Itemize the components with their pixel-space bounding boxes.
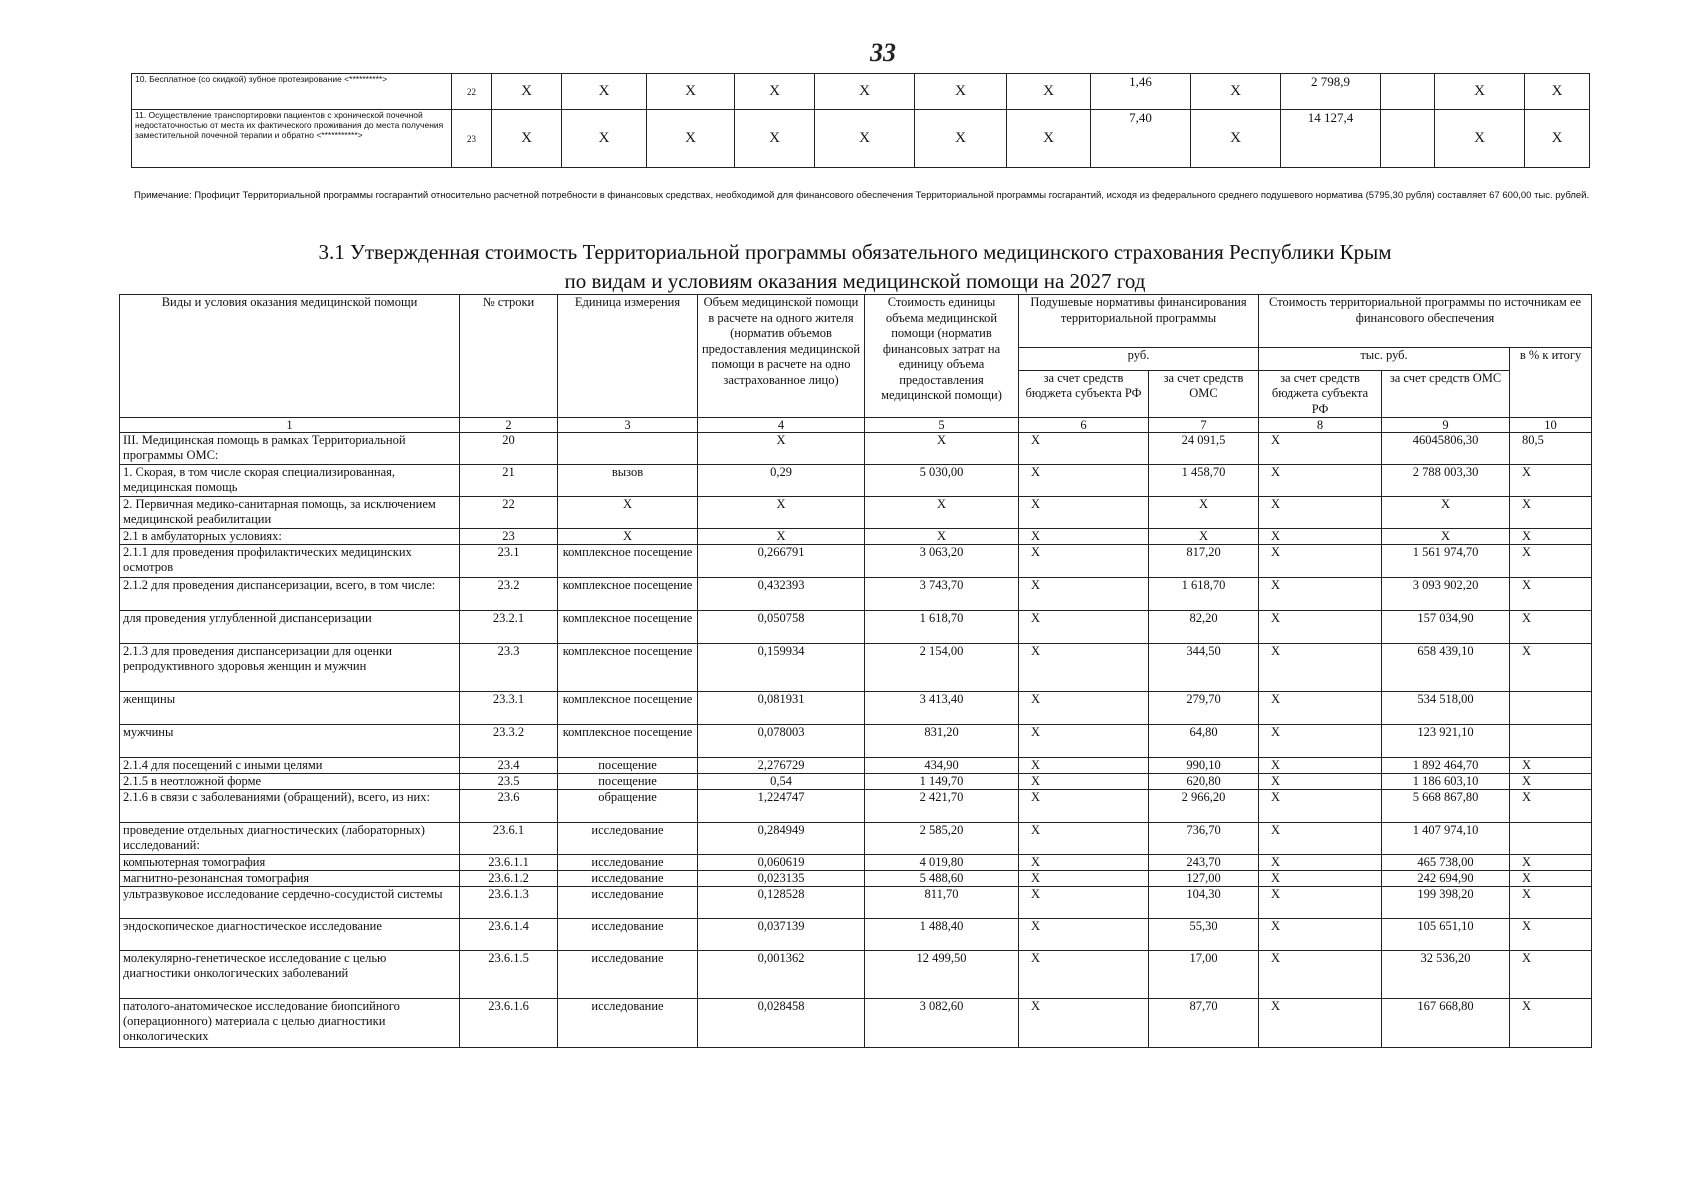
row-unit-cost: 3 063,20 <box>865 545 1019 578</box>
row-unit: исследование <box>558 871 698 887</box>
row-number: 23.6.1.2 <box>460 871 558 887</box>
row-volume: X <box>698 529 865 545</box>
row-program-budget: X <box>1259 545 1382 578</box>
top-row-cost: 14 127,4 <box>1281 110 1381 168</box>
row-volume: 0,050758 <box>698 611 865 644</box>
row-unit: исследование <box>558 887 698 919</box>
top-fragment-table <box>131 73 1590 168</box>
row-unit-cost: 831,20 <box>865 725 1019 758</box>
row-per-capita-oms: 1 458,70 <box>1149 465 1259 497</box>
row-unit: комплексное посещение <box>558 644 698 692</box>
row-unit: комплексное посещение <box>558 692 698 725</box>
row-number: 23.6.1.4 <box>460 919 558 951</box>
col-number: 8 <box>1259 418 1382 433</box>
row-name: 2.1 в амбулаторных условиях: <box>120 529 460 545</box>
row-number: 23.6.1.3 <box>460 887 558 919</box>
row-program-budget: X <box>1259 465 1382 497</box>
row-program-oms: 3 093 902,20 <box>1382 578 1510 611</box>
row-per-capita-budget: X <box>1019 774 1149 790</box>
row-name: 2. Первичная медико-санитарная помощь, за исключением медицинской реабилитации <box>120 497 460 529</box>
row-per-capita-budget: X <box>1019 465 1149 497</box>
row-name: 2.1.1 для проведения профилактических медицинских осмотров <box>120 545 460 578</box>
row-percent <box>1510 725 1592 758</box>
row-unit-cost: 2 421,70 <box>865 790 1019 823</box>
row-name: эндоскопическое диагностическое исследование <box>120 919 460 951</box>
row-percent: X <box>1510 951 1592 999</box>
row-volume: 0,29 <box>698 465 865 497</box>
row-number: 22 <box>460 497 558 529</box>
row-per-capita-budget: X <box>1019 578 1149 611</box>
row-per-capita-oms: 127,00 <box>1149 871 1259 887</box>
row-unit: исследование <box>558 999 698 1048</box>
row-unit: исследование <box>558 823 698 855</box>
top-row-x-cell: X <box>562 74 647 110</box>
row-volume: 1,224747 <box>698 790 865 823</box>
row-percent: X <box>1510 871 1592 887</box>
table-row <box>120 692 1592 725</box>
row-program-oms: 1 186 603,10 <box>1382 774 1510 790</box>
row-per-capita-oms: 817,20 <box>1149 545 1259 578</box>
top-row-num: 22 <box>452 74 492 110</box>
row-unit-cost: 5 030,00 <box>865 465 1019 497</box>
table-row <box>120 855 1592 871</box>
header-program-cost: Стоимость территориальной программы по источникам ее финансового обеспечения <box>1259 295 1592 348</box>
row-name: магнитно-резонансная томография <box>120 871 460 887</box>
table-row <box>120 774 1592 790</box>
row-number: 23.6.1.6 <box>460 999 558 1048</box>
col-number: 2 <box>460 418 558 433</box>
row-program-oms: 1 892 464,70 <box>1382 758 1510 774</box>
col-number: 3 <box>558 418 698 433</box>
row-unit-cost: X <box>865 529 1019 545</box>
row-program-budget: X <box>1259 855 1382 871</box>
header-per-capita-unit: руб. <box>1019 348 1259 371</box>
row-volume: 0,54 <box>698 774 865 790</box>
title-line-2: по видам и условиям оказания медицинской помощи на 2027 год <box>564 269 1146 293</box>
row-program-budget: X <box>1259 999 1382 1048</box>
top-row-desc: 10. Бесплатное (со скидкой) зубное протезирование <**********> <box>132 74 452 110</box>
row-per-capita-budget: X <box>1019 823 1149 855</box>
header-percent: в % к итогу <box>1510 348 1592 418</box>
column-number-row <box>120 418 1592 433</box>
row-program-oms: 242 694,90 <box>1382 871 1510 887</box>
top-row-x-cell: X <box>915 74 1007 110</box>
top-row-desc: 11. Осуществление транспортировки пациентов с хронической почечной недостаточностью от места их фактического проживания до места получения заместительной почечной терапии и обратно <***********> <box>132 110 452 168</box>
row-unit: комплексное посещение <box>558 725 698 758</box>
row-program-budget: X <box>1259 497 1382 529</box>
table-row <box>120 725 1592 758</box>
row-program-budget: X <box>1259 887 1382 919</box>
top-row-empty-cell <box>1381 74 1435 110</box>
table-row <box>120 951 1592 999</box>
row-per-capita-oms: 344,50 <box>1149 644 1259 692</box>
row-program-budget: X <box>1259 725 1382 758</box>
row-number: 20 <box>460 433 558 465</box>
row-volume: 0,159934 <box>698 644 865 692</box>
row-percent: X <box>1510 774 1592 790</box>
page-number: 33 <box>870 38 896 67</box>
row-program-budget: X <box>1259 919 1382 951</box>
row-per-capita-budget: X <box>1019 529 1149 545</box>
row-percent: X <box>1510 497 1592 529</box>
row-per-capita-oms: 64,80 <box>1149 725 1259 758</box>
row-percent: X <box>1510 790 1592 823</box>
row-unit: комплексное посещение <box>558 611 698 644</box>
table-row <box>120 465 1592 497</box>
row-program-budget: X <box>1259 951 1382 999</box>
top-row-x-cell: X <box>1007 110 1091 168</box>
row-unit: вызов <box>558 465 698 497</box>
row-per-capita-budget: X <box>1019 790 1149 823</box>
row-per-capita-budget: X <box>1019 725 1149 758</box>
row-unit: комплексное посещение <box>558 545 698 578</box>
row-program-oms: X <box>1382 497 1510 529</box>
row-unit-cost: 3 082,60 <box>865 999 1019 1048</box>
top-row-x-cell: X <box>1525 110 1590 168</box>
col-number: 10 <box>1510 418 1592 433</box>
row-number: 23.6.1 <box>460 823 558 855</box>
row-program-oms: 46045806,30 <box>1382 433 1510 465</box>
row-name: проведение отдельных диагностических (лабораторных) исследований: <box>120 823 460 855</box>
row-program-budget: X <box>1259 692 1382 725</box>
row-volume: 0,037139 <box>698 919 865 951</box>
row-program-oms: 105 651,10 <box>1382 919 1510 951</box>
cost-table <box>119 294 1592 1048</box>
row-program-budget: X <box>1259 823 1382 855</box>
row-per-capita-budget: X <box>1019 497 1149 529</box>
row-number: 23.4 <box>460 758 558 774</box>
row-program-oms: 123 921,10 <box>1382 725 1510 758</box>
row-per-capita-budget: X <box>1019 433 1149 465</box>
row-per-capita-budget: X <box>1019 545 1149 578</box>
row-percent: X <box>1510 644 1592 692</box>
note-text: Примечание: Профицит Территориальной программы госгарантий относительно расчетной потребности в финансовых средствах, необходимой для финансового обеспечения Территориальной программы госгарантий, исходя из федерального среднего подушевого норматива (5795,30 рубля) составляет 67 600,00 тыс. рублей. <box>134 190 1590 201</box>
row-per-capita-oms: 736,70 <box>1149 823 1259 855</box>
row-name: ультразвуковое исследование сердечно-сосудистой системы <box>120 887 460 919</box>
header-pc-oms: за счет средств ОМС <box>1149 370 1259 418</box>
row-volume: X <box>698 497 865 529</box>
row-program-oms: 167 668,80 <box>1382 999 1510 1048</box>
row-unit-cost: 1 488,40 <box>865 919 1019 951</box>
top-row-x-cell: X <box>815 74 915 110</box>
row-number: 23.3 <box>460 644 558 692</box>
row-volume: 0,028458 <box>698 999 865 1048</box>
row-number: 23.3.1 <box>460 692 558 725</box>
row-number: 23.6.1.5 <box>460 951 558 999</box>
top-row-x-cell: X <box>1007 74 1091 110</box>
row-program-oms: 2 788 003,30 <box>1382 465 1510 497</box>
row-program-oms: 157 034,90 <box>1382 611 1510 644</box>
row-unit-cost: 434,90 <box>865 758 1019 774</box>
row-name: женщины <box>120 692 460 725</box>
row-per-capita-oms: 1 618,70 <box>1149 578 1259 611</box>
row-name: III. Медицинская помощь в рамках Территориальной программы ОМС: <box>120 433 460 465</box>
header-pc-budget: за счет средств бюджета субъекта РФ <box>1019 370 1149 418</box>
row-unit <box>558 433 698 465</box>
row-per-capita-budget: X <box>1019 611 1149 644</box>
row-name: мужчины <box>120 725 460 758</box>
top-row-x-cell: X <box>1191 110 1281 168</box>
header-pr-budget: за счет средств бюджета субъекта РФ <box>1259 370 1382 418</box>
row-name: компьютерная томография <box>120 855 460 871</box>
row-program-oms: 199 398,20 <box>1382 887 1510 919</box>
top-row-x-cell: X <box>647 110 735 168</box>
row-volume: 0,284949 <box>698 823 865 855</box>
table-row <box>120 887 1592 919</box>
table-row <box>120 611 1592 644</box>
row-unit-cost: X <box>865 433 1019 465</box>
top-row-x-cell: X <box>492 74 562 110</box>
row-unit: посещение <box>558 758 698 774</box>
row-volume: X <box>698 433 865 465</box>
table-row <box>120 644 1592 692</box>
row-percent: X <box>1510 465 1592 497</box>
row-number: 23.3.2 <box>460 725 558 758</box>
header-program-cost-unit: тыс. руб. <box>1259 348 1510 371</box>
row-program-budget: X <box>1259 578 1382 611</box>
row-volume: 0,001362 <box>698 951 865 999</box>
header-cost: Стоимость единицы объема медицинской помощи (норматив финансовых затрат на единицу объема предоставления медицинской помощи) <box>865 295 1019 418</box>
row-per-capita-budget: X <box>1019 692 1149 725</box>
row-per-capita-budget: X <box>1019 999 1149 1048</box>
row-percent: X <box>1510 855 1592 871</box>
header-kind: Виды и условия оказания медицинской помощи <box>120 295 460 418</box>
col-number: 7 <box>1149 418 1259 433</box>
row-per-capita-budget: X <box>1019 919 1149 951</box>
row-name: для проведения углубленной диспансеризации <box>120 611 460 644</box>
row-per-capita-oms: 990,10 <box>1149 758 1259 774</box>
col-number: 5 <box>865 418 1019 433</box>
row-per-capita-budget: X <box>1019 758 1149 774</box>
row-percent: X <box>1510 758 1592 774</box>
row-unit-cost: 1 618,70 <box>865 611 1019 644</box>
row-number: 21 <box>460 465 558 497</box>
table-row <box>120 497 1592 529</box>
row-unit-cost: 4 019,80 <box>865 855 1019 871</box>
section-title <box>125 238 1585 296</box>
row-unit: комплексное посещение <box>558 578 698 611</box>
row-unit-cost: 1 149,70 <box>865 774 1019 790</box>
row-volume: 0,081931 <box>698 692 865 725</box>
table-row <box>120 433 1592 465</box>
row-number: 23.1 <box>460 545 558 578</box>
row-per-capita-oms: 24 091,5 <box>1149 433 1259 465</box>
row-program-oms: 5 668 867,80 <box>1382 790 1510 823</box>
row-percent <box>1510 692 1592 725</box>
row-per-capita-oms: 55,30 <box>1149 919 1259 951</box>
top-row-x-cell: X <box>647 74 735 110</box>
row-unit: X <box>558 497 698 529</box>
row-unit: X <box>558 529 698 545</box>
row-program-oms: 32 536,20 <box>1382 951 1510 999</box>
row-unit-cost: 2 585,20 <box>865 823 1019 855</box>
header-pr-oms: за счет средств ОМС <box>1382 370 1510 418</box>
row-program-oms: 465 738,00 <box>1382 855 1510 871</box>
row-program-budget: X <box>1259 433 1382 465</box>
row-per-capita-budget: X <box>1019 887 1149 919</box>
row-program-budget: X <box>1259 790 1382 823</box>
row-percent: X <box>1510 529 1592 545</box>
top-table-row <box>132 110 1590 168</box>
top-row-empty-cell <box>1381 110 1435 168</box>
row-volume: 2,276729 <box>698 758 865 774</box>
table-row <box>120 823 1592 855</box>
row-per-capita-oms: 87,70 <box>1149 999 1259 1048</box>
title-line-1: 3.1 Утвержденная стоимость Территориальной программы обязательного медицинского страхования Республики Крым <box>318 240 1392 264</box>
table-row <box>120 871 1592 887</box>
row-program-oms: 1 561 974,70 <box>1382 545 1510 578</box>
row-percent: X <box>1510 545 1592 578</box>
row-unit-cost: 3 413,40 <box>865 692 1019 725</box>
row-unit-cost: 12 499,50 <box>865 951 1019 999</box>
table-row <box>120 545 1592 578</box>
col-number: 6 <box>1019 418 1149 433</box>
row-number: 23 <box>460 529 558 545</box>
row-per-capita-oms: 620,80 <box>1149 774 1259 790</box>
table-row <box>120 758 1592 774</box>
row-name: 2.1.3 для проведения диспансеризации для оценки репродуктивного здоровья женщин и мужчин <box>120 644 460 692</box>
row-program-budget: X <box>1259 644 1382 692</box>
row-name: 1. Скорая, в том числе скорая специализированная, медицинская помощь <box>120 465 460 497</box>
header-row-1 <box>120 295 1592 348</box>
row-unit: исследование <box>558 919 698 951</box>
row-number: 23.6.1.1 <box>460 855 558 871</box>
row-unit-cost: 3 743,70 <box>865 578 1019 611</box>
row-program-budget: X <box>1259 758 1382 774</box>
row-name: патолого-анатомическое исследование биопсийного (операционного) материала с целью диагностики онкологических <box>120 999 460 1048</box>
row-unit-cost: 811,70 <box>865 887 1019 919</box>
row-unit: посещение <box>558 774 698 790</box>
top-row-x-cell: X <box>815 110 915 168</box>
row-percent: 80,5 <box>1510 433 1592 465</box>
row-per-capita-budget: X <box>1019 951 1149 999</box>
row-volume: 0,266791 <box>698 545 865 578</box>
row-unit-cost: X <box>865 497 1019 529</box>
col-number: 1 <box>120 418 460 433</box>
row-program-oms: 1 407 974,10 <box>1382 823 1510 855</box>
row-program-budget: X <box>1259 871 1382 887</box>
row-name: 2.1.6 в связи с заболеваниями (обращений), всего, из них: <box>120 790 460 823</box>
top-row-x-cell: X <box>735 110 815 168</box>
row-per-capita-budget: X <box>1019 855 1149 871</box>
top-row-x-cell: X <box>492 110 562 168</box>
top-row-per-capita: 1,46 <box>1091 74 1191 110</box>
row-program-oms: 658 439,10 <box>1382 644 1510 692</box>
row-per-capita-oms: 243,70 <box>1149 855 1259 871</box>
row-number: 23.2.1 <box>460 611 558 644</box>
row-per-capita-oms: 2 966,20 <box>1149 790 1259 823</box>
row-name: 2.1.4 для посещений с иными целями <box>120 758 460 774</box>
table-row <box>120 529 1592 545</box>
row-volume: 0,432393 <box>698 578 865 611</box>
row-per-capita-oms: 17,00 <box>1149 951 1259 999</box>
header-row-num: № строки <box>460 295 558 418</box>
row-percent <box>1510 823 1592 855</box>
top-row-num: 23 <box>452 110 492 168</box>
row-name: молекулярно-генетическое исследование с целью диагностики онкологических заболеваний <box>120 951 460 999</box>
row-per-capita-oms: 82,20 <box>1149 611 1259 644</box>
row-percent: X <box>1510 611 1592 644</box>
row-per-capita-budget: X <box>1019 871 1149 887</box>
row-program-budget: X <box>1259 529 1382 545</box>
top-table-row <box>132 74 1590 110</box>
row-unit: обращение <box>558 790 698 823</box>
row-per-capita-oms: 279,70 <box>1149 692 1259 725</box>
top-row-x-cell: X <box>1435 110 1525 168</box>
row-program-oms: 534 518,00 <box>1382 692 1510 725</box>
row-per-capita-budget: X <box>1019 644 1149 692</box>
row-number: 23.6 <box>460 790 558 823</box>
top-row-x-cell: X <box>735 74 815 110</box>
top-row-x-cell: X <box>562 110 647 168</box>
row-program-budget: X <box>1259 774 1382 790</box>
row-per-capita-oms: X <box>1149 497 1259 529</box>
top-row-x-cell: X <box>1191 74 1281 110</box>
table-row <box>120 999 1592 1048</box>
table-row <box>120 790 1592 823</box>
header-unit: Единица измерения <box>558 295 698 418</box>
row-per-capita-oms: 104,30 <box>1149 887 1259 919</box>
header-volume: Объем медицинской помощи в расчете на одного жителя (норматив объемов предоставления медицинской помощи в расчете на одно застрахованное лицо) <box>698 295 865 418</box>
row-volume: 0,060619 <box>698 855 865 871</box>
row-volume: 0,128528 <box>698 887 865 919</box>
row-percent: X <box>1510 887 1592 919</box>
col-number: 9 <box>1382 418 1510 433</box>
table-row <box>120 578 1592 611</box>
row-number: 23.2 <box>460 578 558 611</box>
row-name: 2.1.2 для проведения диспансеризации, всего, в том числе: <box>120 578 460 611</box>
row-volume: 0,078003 <box>698 725 865 758</box>
top-row-x-cell: X <box>1525 74 1590 110</box>
row-unit-cost: 2 154,00 <box>865 644 1019 692</box>
top-row-x-cell: X <box>1435 74 1525 110</box>
row-per-capita-oms: X <box>1149 529 1259 545</box>
row-unit: исследование <box>558 855 698 871</box>
col-number: 4 <box>698 418 865 433</box>
row-percent: X <box>1510 578 1592 611</box>
row-unit: исследование <box>558 951 698 999</box>
table-row <box>120 919 1592 951</box>
row-program-budget: X <box>1259 611 1382 644</box>
row-percent: X <box>1510 999 1592 1048</box>
top-row-x-cell: X <box>915 110 1007 168</box>
header-per-capita: Подушевые нормативы финансирования территориальной программы <box>1019 295 1259 348</box>
row-percent: X <box>1510 919 1592 951</box>
row-name: 2.1.5 в неотложной форме <box>120 774 460 790</box>
top-row-per-capita: 7,40 <box>1091 110 1191 168</box>
row-number: 23.5 <box>460 774 558 790</box>
top-row-cost: 2 798,9 <box>1281 74 1381 110</box>
row-volume: 0,023135 <box>698 871 865 887</box>
row-program-oms: X <box>1382 529 1510 545</box>
row-unit-cost: 5 488,60 <box>865 871 1019 887</box>
